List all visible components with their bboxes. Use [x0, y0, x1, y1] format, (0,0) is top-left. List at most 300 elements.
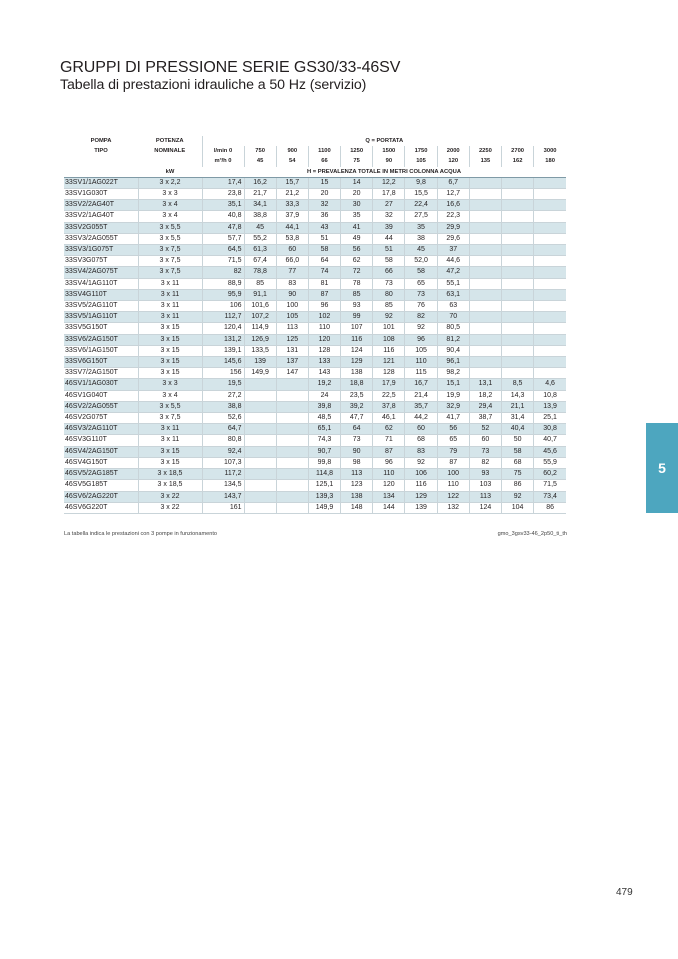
power-cell: 3 x 5,5 [138, 233, 202, 244]
head-value-cell: 137 [276, 357, 308, 368]
head-value-cell: 53,8 [276, 233, 308, 244]
header-row-4 [64, 167, 566, 178]
table-row [64, 334, 566, 345]
head-value-cell: 125 [276, 334, 308, 345]
head-value-cell: 133,5 [244, 345, 276, 356]
header-m3h-cell: 54 [276, 156, 308, 166]
head-value-cell [502, 267, 534, 278]
head-value-cell [502, 334, 534, 345]
head-value-cell: 39,2 [341, 401, 373, 412]
head-value-cell: 13,9 [534, 401, 566, 412]
head-value-cell: 15,5 [405, 189, 437, 200]
head-value-cell: 114,9 [244, 323, 276, 334]
head-value-cell: 147 [276, 368, 308, 379]
power-cell: 3 x 18,5 [138, 469, 202, 480]
head-value-cell: 99,8 [308, 457, 340, 468]
head-value-cell [534, 278, 566, 289]
power-cell: 3 x 4 [138, 390, 202, 401]
head-value-cell: 90,7 [308, 446, 340, 457]
head-value-cell: 33,3 [276, 200, 308, 211]
power-cell: 3 x 5,5 [138, 222, 202, 233]
head-value-cell [502, 222, 534, 233]
pump-model-cell: 46SV4G150T [64, 457, 138, 468]
head-value-cell: 36 [308, 211, 340, 222]
head-value-cell: 66,0 [276, 256, 308, 267]
head-value-cell: 22,5 [373, 390, 405, 401]
head-value-cell: 90 [341, 446, 373, 457]
head-value-cell: 45 [244, 222, 276, 233]
head-value-cell [469, 278, 501, 289]
head-value-cell: 20 [308, 189, 340, 200]
pump-model-cell: 33SV3/2AG055T [64, 233, 138, 244]
head-value-cell: 73,4 [534, 491, 566, 502]
head-value-cell: 145,6 [202, 357, 244, 368]
head-value-cell [469, 189, 501, 200]
head-value-cell: 40,7 [534, 435, 566, 446]
pump-model-cell: 33SV5G150T [64, 323, 138, 334]
head-value-cell [276, 413, 308, 424]
table-row [64, 189, 566, 200]
head-value-cell [469, 245, 501, 256]
head-value-cell: 107,2 [244, 312, 276, 323]
head-value-cell: 15 [308, 177, 340, 188]
power-cell: 3 x 11 [138, 435, 202, 446]
head-value-cell: 110 [405, 357, 437, 368]
header-nominale: NOMINALE [154, 148, 186, 155]
head-value-cell: 29,9 [437, 222, 469, 233]
head-value-cell: 51 [308, 233, 340, 244]
power-cell: 3 x 15 [138, 457, 202, 468]
head-value-cell [502, 211, 534, 222]
head-value-cell: 37 [437, 245, 469, 256]
table-row [64, 480, 566, 491]
header-tipo: TIPO [94, 148, 108, 155]
head-value-cell: 47,2 [437, 267, 469, 278]
pump-model-cell: 33SV4/2AG075T [64, 267, 138, 278]
head-value-cell [244, 446, 276, 457]
head-value-cell: 21,7 [244, 189, 276, 200]
head-value-cell: 47,8 [202, 222, 244, 233]
head-value-cell: 71,5 [534, 480, 566, 491]
table-row [64, 245, 566, 256]
head-value-cell: 20 [341, 189, 373, 200]
head-value-cell: 63,1 [437, 289, 469, 300]
head-value-cell [534, 368, 566, 379]
head-value-cell: 24 [308, 390, 340, 401]
head-value-cell: 120 [373, 480, 405, 491]
pump-model-cell: 33SV6G150T [64, 357, 138, 368]
head-value-cell: 95,9 [202, 289, 244, 300]
header-lmin-cell: 1500 [373, 146, 405, 156]
head-value-cell [502, 256, 534, 267]
head-value-cell [534, 256, 566, 267]
head-value-cell: 129 [405, 491, 437, 502]
head-value-cell: 92 [373, 312, 405, 323]
header-m3h-cell: 75 [341, 156, 373, 166]
table-row [64, 233, 566, 244]
table-row [64, 345, 566, 356]
head-value-cell [502, 368, 534, 379]
head-value-cell [276, 435, 308, 446]
head-value-cell [469, 368, 501, 379]
power-cell: 3 x 11 [138, 301, 202, 312]
head-value-cell [469, 267, 501, 278]
head-value-cell: 25,1 [534, 413, 566, 424]
head-value-cell: 114,8 [308, 469, 340, 480]
head-value-cell [502, 323, 534, 334]
pump-model-cell: 46SV5/2AG185T [64, 469, 138, 480]
head-value-cell: 107 [341, 323, 373, 334]
pump-model-cell: 46SV3/2AG110T [64, 424, 138, 435]
head-value-cell: 113 [341, 469, 373, 480]
head-value-cell [534, 357, 566, 368]
header-lmin-cell: 2700 [502, 146, 534, 156]
head-value-cell: 148 [341, 502, 373, 513]
head-value-cell: 64 [341, 424, 373, 435]
head-value-cell [469, 345, 501, 356]
head-value-cell: 129 [341, 357, 373, 368]
head-value-cell: 41 [341, 222, 373, 233]
head-value-cell [502, 177, 534, 188]
head-value-cell: 82 [469, 457, 501, 468]
table-row [64, 323, 566, 334]
table-row [64, 357, 566, 368]
head-value-cell: 128 [373, 368, 405, 379]
head-value-cell: 34,1 [244, 200, 276, 211]
head-value-cell: 81 [308, 278, 340, 289]
head-value-cell [244, 390, 276, 401]
pump-model-cell: 33SV5/2AG110T [64, 301, 138, 312]
head-value-cell: 88,9 [202, 278, 244, 289]
head-value-cell: 35 [341, 211, 373, 222]
table-row [64, 491, 566, 502]
head-value-cell: 101,6 [244, 301, 276, 312]
table-row [64, 211, 566, 222]
head-value-cell: 72 [341, 267, 373, 278]
header-lmin-cell: 3000 [534, 146, 566, 156]
head-value-cell: 80,5 [437, 323, 469, 334]
head-value-cell: 138 [341, 368, 373, 379]
header-m3h-cell: 66 [308, 156, 340, 166]
head-value-cell: 74,3 [308, 435, 340, 446]
head-value-cell: 108 [373, 334, 405, 345]
head-value-cell [534, 301, 566, 312]
head-value-cell: 38,7 [469, 413, 501, 424]
table-footnote: La tabella indica le prestazioni con 3 pompe in funzionamento [64, 531, 217, 537]
power-cell: 3 x 11 [138, 289, 202, 300]
head-value-cell: 63 [437, 301, 469, 312]
head-value-cell: 124 [341, 345, 373, 356]
head-value-cell: 92 [405, 457, 437, 468]
head-value-cell: 52,6 [202, 413, 244, 424]
head-value-cell: 58 [502, 446, 534, 457]
head-value-cell: 116 [405, 480, 437, 491]
header-lmin-cell: 2000 [437, 146, 469, 156]
header-kw: kW [138, 167, 202, 178]
table-row [64, 424, 566, 435]
head-value-cell: 82 [405, 312, 437, 323]
head-value-cell: 96,1 [437, 357, 469, 368]
header-q-portata: Q = PORTATA [202, 136, 566, 146]
head-value-cell [534, 323, 566, 334]
head-value-cell [534, 267, 566, 278]
head-value-cell: 57,7 [202, 233, 244, 244]
header-row-3 [64, 156, 566, 166]
head-value-cell: 64,5 [202, 245, 244, 256]
head-value-cell [244, 401, 276, 412]
head-value-cell: 82 [202, 267, 244, 278]
head-value-cell: 81,2 [437, 334, 469, 345]
head-value-cell: 99 [341, 312, 373, 323]
head-value-cell [276, 457, 308, 468]
head-value-cell: 21,1 [502, 401, 534, 412]
pump-model-cell: 33SV1G030T [64, 189, 138, 200]
head-value-cell: 45,6 [534, 446, 566, 457]
table-row [64, 401, 566, 412]
head-value-cell: 19,9 [437, 390, 469, 401]
head-value-cell: 17,4 [202, 177, 244, 188]
head-value-cell: 96 [308, 301, 340, 312]
head-value-cell: 73 [469, 446, 501, 457]
head-value-cell: 32,9 [437, 401, 469, 412]
head-value-cell: 98 [341, 457, 373, 468]
head-value-cell: 104 [502, 502, 534, 513]
head-value-cell: 18,8 [341, 379, 373, 390]
header-m3h-cell: 120 [437, 156, 469, 166]
head-value-cell: 6,7 [437, 177, 469, 188]
head-value-cell: 12,7 [437, 189, 469, 200]
head-value-cell: 14 [341, 177, 373, 188]
pump-model-cell: 33SV3G075T [64, 256, 138, 267]
head-value-cell: 60,2 [534, 469, 566, 480]
pump-model-cell: 46SV2G075T [64, 413, 138, 424]
head-value-cell: 71 [373, 435, 405, 446]
pump-model-cell: 46SV5G185T [64, 480, 138, 491]
head-value-cell: 19,5 [202, 379, 244, 390]
table-row [64, 177, 566, 188]
head-value-cell: 121 [373, 357, 405, 368]
page-subtitle: Tabella di prestazioni idrauliche a 50 Hz (servizio) [60, 77, 367, 93]
head-value-cell: 90,4 [437, 345, 469, 356]
head-value-cell: 18,2 [469, 390, 501, 401]
head-value-cell [276, 424, 308, 435]
head-value-cell: 62 [373, 424, 405, 435]
head-value-cell: 120,4 [202, 323, 244, 334]
head-value-cell [244, 480, 276, 491]
head-value-cell [502, 189, 534, 200]
head-value-cell [276, 480, 308, 491]
pump-model-cell: 46SV4/2AG150T [64, 446, 138, 457]
chapter-tab-marker: 5 [646, 423, 678, 513]
head-value-cell: 143,7 [202, 491, 244, 502]
head-value-cell: 80,8 [202, 435, 244, 446]
head-value-cell: 50 [502, 435, 534, 446]
head-value-cell: 107,3 [202, 457, 244, 468]
header-m3h-cell: 135 [469, 156, 501, 166]
head-value-cell: 68 [502, 457, 534, 468]
head-value-cell: 86 [534, 502, 566, 513]
head-value-cell: 23,5 [341, 390, 373, 401]
head-value-cell: 70 [437, 312, 469, 323]
head-value-cell: 60 [405, 424, 437, 435]
power-cell: 3 x 15 [138, 446, 202, 457]
power-cell: 3 x 4 [138, 200, 202, 211]
head-value-cell [244, 457, 276, 468]
head-value-cell [534, 211, 566, 222]
head-value-cell: 149,9 [244, 368, 276, 379]
head-value-cell: 112,7 [202, 312, 244, 323]
head-value-cell: 67,4 [244, 256, 276, 267]
head-value-cell: 133 [308, 357, 340, 368]
head-value-cell: 60 [276, 245, 308, 256]
head-value-cell: 92,4 [202, 446, 244, 457]
head-value-cell [502, 233, 534, 244]
head-value-cell [276, 491, 308, 502]
head-value-cell: 52,0 [405, 256, 437, 267]
head-value-cell [469, 211, 501, 222]
pump-model-cell: 33SV7/2AG150T [64, 368, 138, 379]
head-value-cell: 22,4 [405, 200, 437, 211]
head-value-cell: 73 [405, 289, 437, 300]
head-value-cell: 74 [308, 267, 340, 278]
head-value-cell: 156 [202, 368, 244, 379]
head-value-cell: 47,7 [341, 413, 373, 424]
head-value-cell: 37,8 [373, 401, 405, 412]
head-value-cell [276, 469, 308, 480]
head-value-cell: 113 [469, 491, 501, 502]
head-value-cell [276, 390, 308, 401]
head-value-cell: 138 [341, 491, 373, 502]
pump-model-cell: 33SV3/1G075T [64, 245, 138, 256]
head-value-cell: 73 [341, 435, 373, 446]
head-value-cell: 100 [437, 469, 469, 480]
head-value-cell: 106 [202, 301, 244, 312]
head-value-cell: 123 [341, 480, 373, 491]
pump-model-cell: 33SV5/1AG110T [64, 312, 138, 323]
head-value-cell [502, 200, 534, 211]
head-value-cell: 65 [405, 278, 437, 289]
header-row-1 [64, 136, 566, 146]
head-value-cell: 64 [308, 256, 340, 267]
head-value-cell: 83 [405, 446, 437, 457]
header-lmin-cell: 900 [276, 146, 308, 156]
head-value-cell: 22,3 [437, 211, 469, 222]
head-value-cell: 110 [437, 480, 469, 491]
head-value-cell: 17,8 [373, 189, 405, 200]
header-lmin-cell: 1250 [341, 146, 373, 156]
head-value-cell: 87 [308, 289, 340, 300]
table-row [64, 312, 566, 323]
head-value-cell: 161 [202, 502, 244, 513]
power-cell: 3 x 7,5 [138, 256, 202, 267]
head-value-cell: 19,2 [308, 379, 340, 390]
head-value-cell [276, 446, 308, 457]
head-value-cell: 98,2 [437, 368, 469, 379]
head-value-cell: 96 [373, 457, 405, 468]
head-value-cell: 44,1 [276, 222, 308, 233]
pump-model-cell: 33SV6/2AG150T [64, 334, 138, 345]
head-value-cell: 87 [373, 446, 405, 457]
power-cell: 3 x 3 [138, 379, 202, 390]
head-value-cell: 55,9 [534, 457, 566, 468]
head-value-cell: 29,6 [437, 233, 469, 244]
table-row [64, 502, 566, 513]
head-value-cell: 45 [405, 245, 437, 256]
head-value-cell [469, 323, 501, 334]
head-value-cell: 101 [373, 323, 405, 334]
head-value-cell: 16,2 [244, 177, 276, 188]
power-cell: 3 x 22 [138, 502, 202, 513]
head-value-cell [502, 345, 534, 356]
head-value-cell: 87 [437, 457, 469, 468]
table-row [64, 267, 566, 278]
head-value-cell: 120 [308, 334, 340, 345]
head-value-cell: 64,7 [202, 424, 244, 435]
head-value-cell: 80 [373, 289, 405, 300]
head-value-cell: 51 [373, 245, 405, 256]
head-value-cell: 58 [405, 267, 437, 278]
head-value-cell: 106 [405, 469, 437, 480]
head-value-cell: 49 [341, 233, 373, 244]
head-value-cell [276, 379, 308, 390]
head-value-cell [244, 413, 276, 424]
head-value-cell: 78 [341, 278, 373, 289]
header-m3h-label: m³/h 0 [202, 156, 244, 166]
pump-model-cell: 46SV6/2AG220T [64, 491, 138, 502]
head-value-cell: 134 [373, 491, 405, 502]
head-value-cell [534, 200, 566, 211]
header-potenza: POTENZA [155, 138, 184, 144]
pump-model-cell: 46SV2/2AG055T [64, 401, 138, 412]
head-value-cell: 68 [405, 435, 437, 446]
power-cell: 3 x 7,5 [138, 413, 202, 424]
head-value-cell: 78,8 [244, 267, 276, 278]
head-value-cell [469, 256, 501, 267]
power-cell: 3 x 18,5 [138, 480, 202, 491]
head-value-cell: 56 [341, 245, 373, 256]
head-value-cell: 37,9 [276, 211, 308, 222]
head-value-cell: 41,7 [437, 413, 469, 424]
table-reference-code: gmo_3gsv33-46_2p50_ti_th [497, 531, 567, 537]
table-row [64, 390, 566, 401]
head-value-cell: 90 [276, 289, 308, 300]
head-value-cell: 139 [405, 502, 437, 513]
head-value-cell: 116 [373, 345, 405, 356]
page-title: GRUPPI DI PRESSIONE SERIE GS30/33-46SV [60, 59, 401, 76]
head-value-cell [469, 301, 501, 312]
head-value-cell [276, 502, 308, 513]
head-value-cell: 14,3 [502, 390, 534, 401]
power-cell: 3 x 5,5 [138, 401, 202, 412]
pump-model-cell: 33SV2G055T [64, 222, 138, 233]
head-value-cell: 105 [276, 312, 308, 323]
head-value-cell: 131 [276, 345, 308, 356]
head-value-cell: 110 [373, 469, 405, 480]
table-row [64, 457, 566, 468]
head-value-cell: 131,2 [202, 334, 244, 345]
head-value-cell: 71,5 [202, 256, 244, 267]
power-cell: 3 x 11 [138, 424, 202, 435]
head-value-cell: 38 [405, 233, 437, 244]
head-value-cell [469, 312, 501, 323]
head-value-cell [534, 177, 566, 188]
power-cell: 3 x 15 [138, 345, 202, 356]
head-value-cell: 83 [276, 278, 308, 289]
head-value-cell: 86 [502, 480, 534, 491]
head-value-cell: 122 [437, 491, 469, 502]
head-value-cell: 16,7 [405, 379, 437, 390]
head-value-cell: 85 [373, 301, 405, 312]
